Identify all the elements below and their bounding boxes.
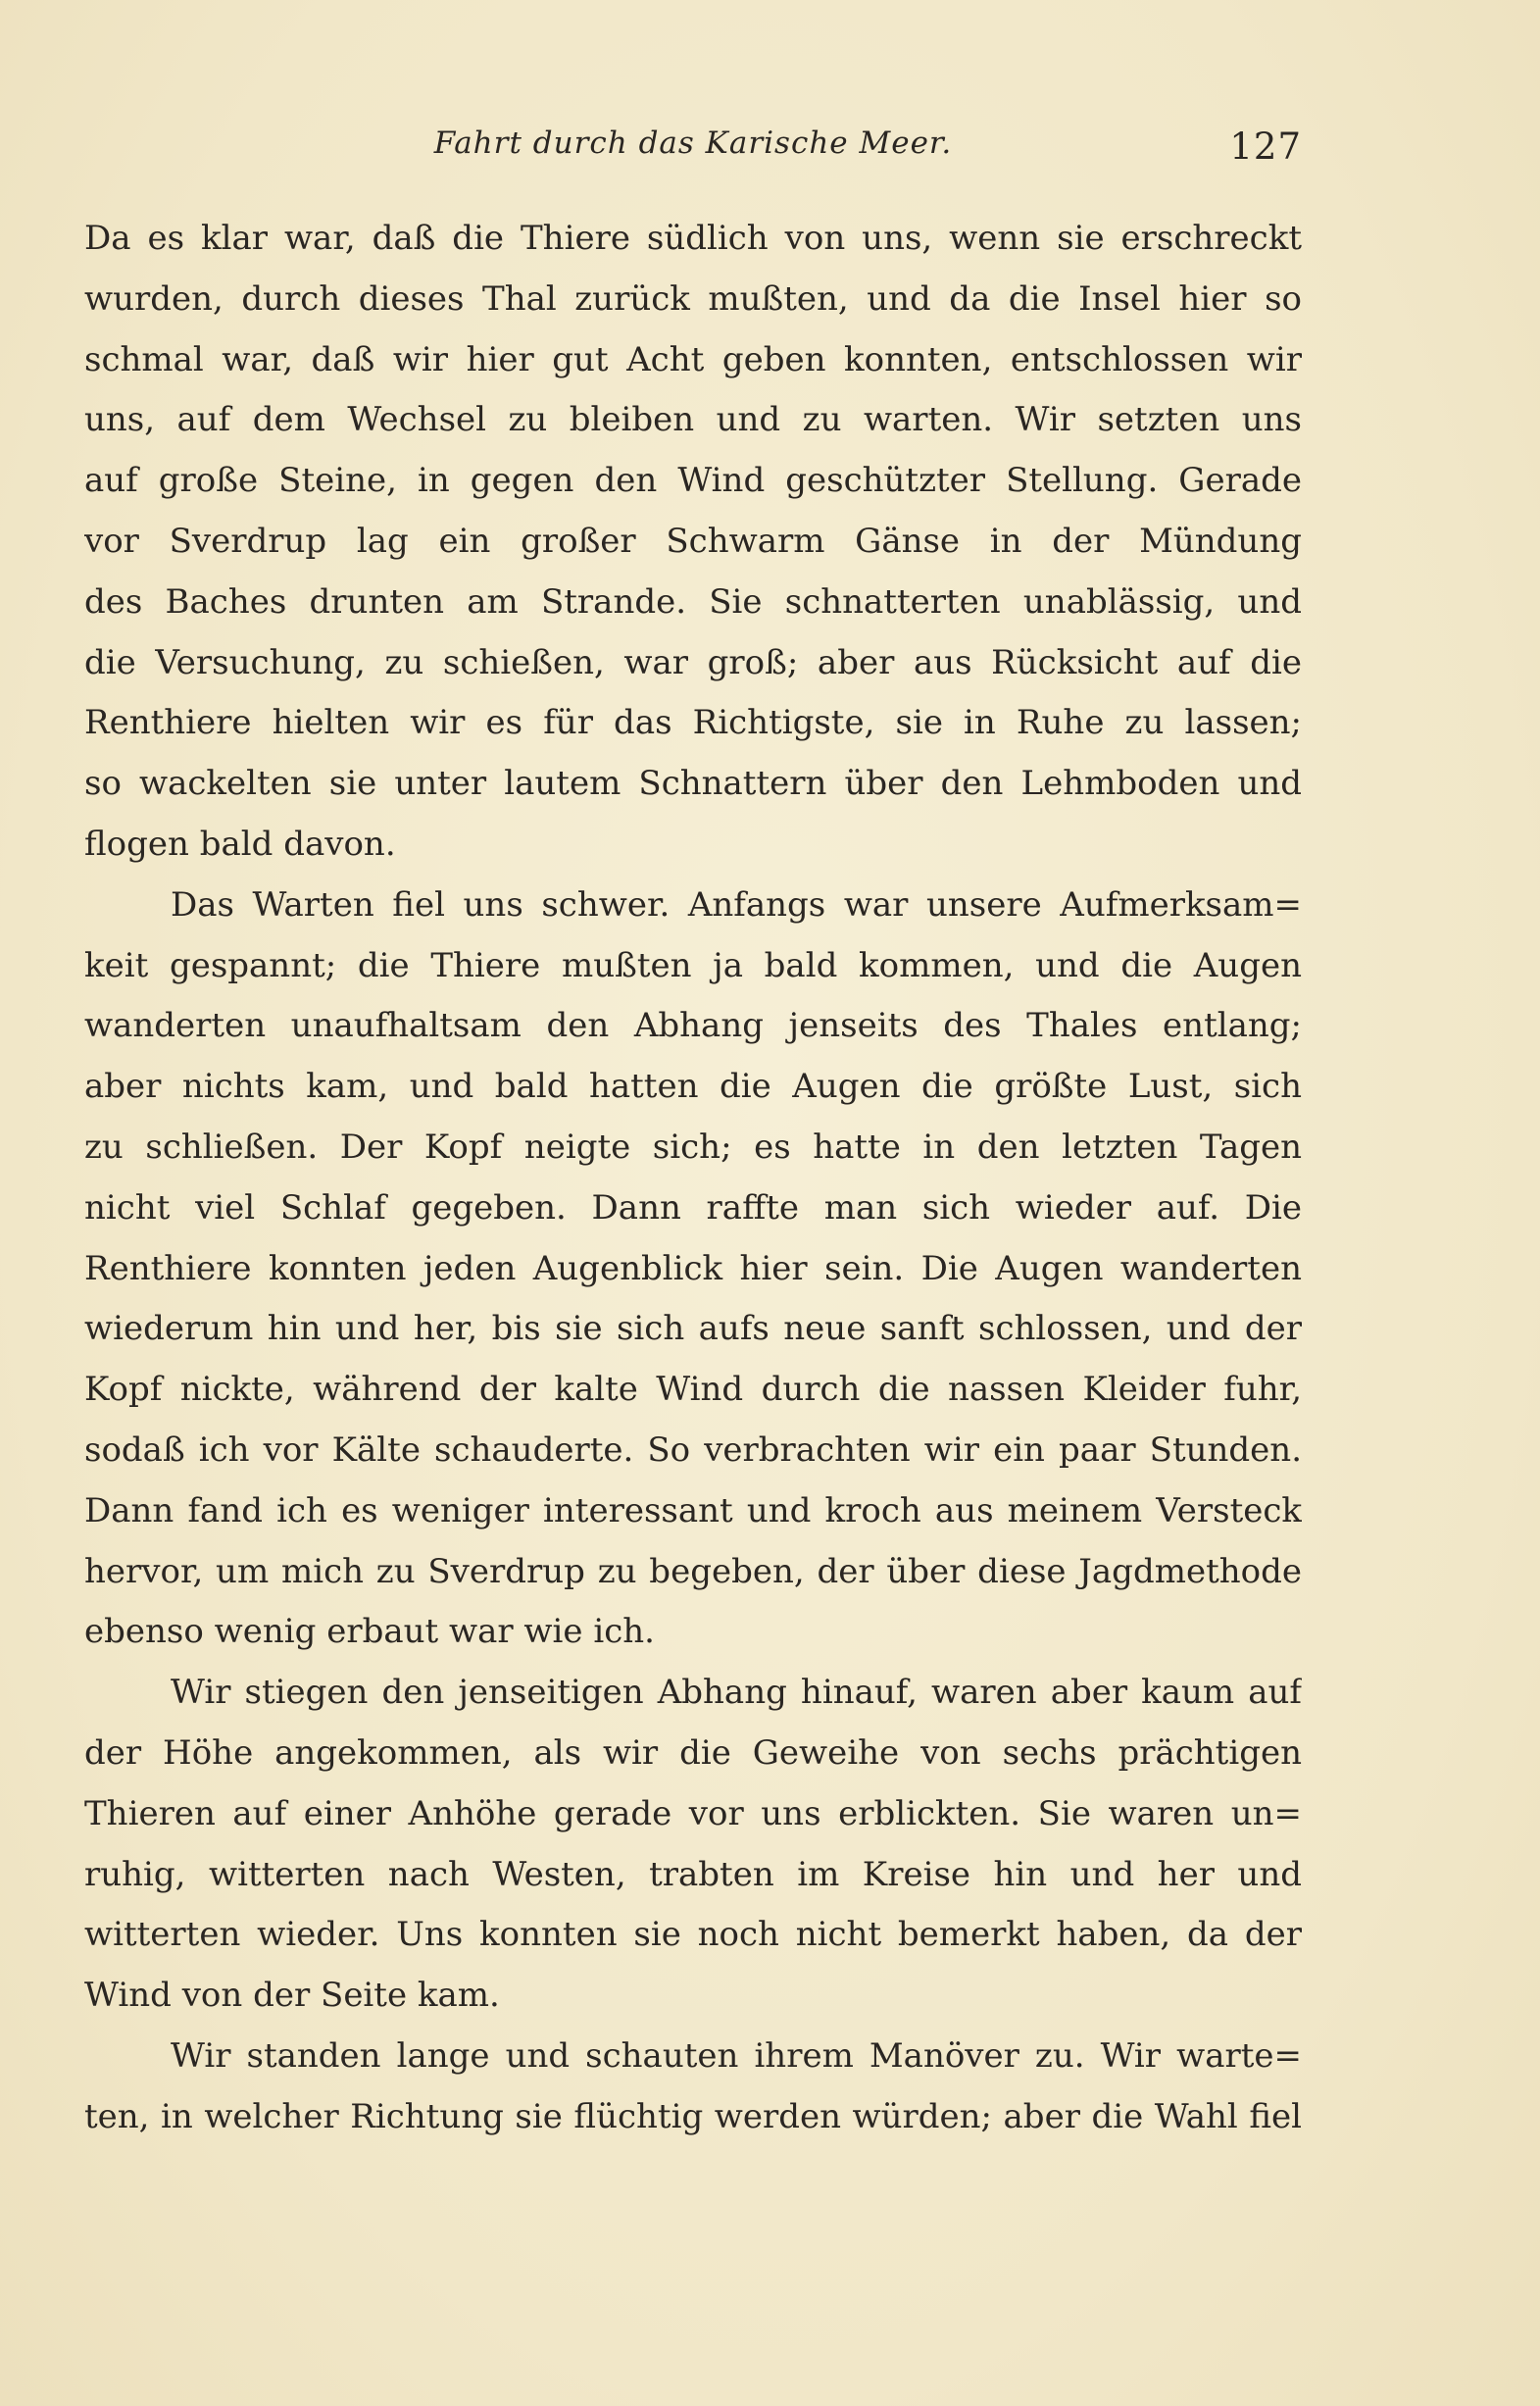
- text-line: Wir standen lange und schauten ihrem Manöver zu. Wir warte=: [171, 2035, 1302, 2076]
- body-text: [84, 209, 1302, 2148]
- text-line: sodaß ich vor Kälte schauderte. So verbrachten wir ein paar Stunden.: [84, 1429, 1302, 1470]
- text-line: aber nichts kam, und bald hatten die Augen die größte Lust, sich: [84, 1067, 1302, 1107]
- text-line: ruhig, witterten nach Westen, trabten im Kreise hin und her und: [84, 1854, 1302, 1894]
- text-line: so wackelten sie unter lautem Schnattern über den Lehmboden und: [84, 764, 1302, 804]
- text-line: Kopf nickte, während der kalte Wind durch die nassen Kleider fuhr,: [84, 1370, 1302, 1410]
- text-line: Wind von der Seite kam.: [84, 1976, 500, 2016]
- text-line: vor Sverdrup lag ein großer Schwarm Gänse in der Mündung: [84, 521, 1302, 561]
- text-line: Renthiere hielten wir es für das Richtigste, sie in Ruhe zu lassen;: [84, 703, 1302, 743]
- text-line: keit gespannt; die Thiere mußten ja bald kommen, und die Augen: [84, 945, 1302, 985]
- text-line: Wir stiegen den jenseitigen Abhang hinauf, waren aber kaum auf: [171, 1673, 1302, 1713]
- text-line: ten, in welcher Richtung sie flüchtig werden würden; aber die Wahl fiel: [84, 2096, 1302, 2136]
- text-line: Da es klar war, daß die Thiere südlich von uns, wenn sie erschreckt: [84, 219, 1302, 258]
- running-title: Fahrt durch das Karische Meer.: [433, 125, 953, 161]
- text-line: Das Warten fiel uns schwer. Anfangs war unsere Aufmerksam=: [171, 884, 1302, 925]
- text-line: ebenso wenig erbaut war wie ich.: [84, 1612, 655, 1652]
- text-line: Renthiere konnten jeden Augenblick hier sein. Die Augen wanderten: [84, 1248, 1302, 1288]
- text-line: schmal war, daß wir hier gut Acht geben konnten, entschlossen wir: [84, 339, 1302, 379]
- running-header: [84, 125, 1302, 184]
- text-line: nicht viel Schlaf gegeben. Dann raffte man sich wieder auf. Die: [84, 1187, 1302, 1228]
- text-line: zu schließen. Der Kopf neigte sich; es hatte in den letzten Tagen: [84, 1127, 1302, 1167]
- text-line: wurden, durch dieses Thal zurück mußten, und da die Insel hier so: [84, 278, 1302, 319]
- text-line: auf große Steine, in gegen den Wind geschützter Stellung. Gerade: [84, 461, 1302, 501]
- text-line: flogen bald davon.: [84, 824, 396, 864]
- text-line: die Versuchung, zu schießen, war groß; aber aus Rücksicht auf die: [84, 642, 1302, 682]
- text-line: Dann fand ich es weniger interessant und kroch aus meinem Versteck: [84, 1490, 1302, 1530]
- text-line: des Baches drunten am Strande. Sie schnatterten unablässig, und: [84, 581, 1302, 622]
- text-line: uns, auf dem Wechsel zu bleiben und zu warten. Wir setzten uns: [84, 400, 1302, 440]
- text-line: wanderten unaufhaltsam den Abhang jenseits des Thales entlang;: [84, 1006, 1302, 1046]
- text-line: hervor, um mich zu Sverdrup zu begeben, der über diese Jagdmethode: [84, 1551, 1302, 1591]
- text-line: der Höhe angekommen, als wir die Geweihe von sechs prächtigen: [84, 1732, 1302, 1773]
- page-number: 127: [1229, 125, 1302, 168]
- text-line: witterten wieder. Uns konnten sie noch nicht bemerkt haben, da der: [84, 1915, 1302, 1955]
- text-line: Thieren auf einer Anhöhe gerade vor uns erblickten. Sie waren un=: [84, 1793, 1302, 1833]
- text-line: wiederum hin und her, bis sie sich aufs neue sanft schlossen, und der: [84, 1309, 1302, 1349]
